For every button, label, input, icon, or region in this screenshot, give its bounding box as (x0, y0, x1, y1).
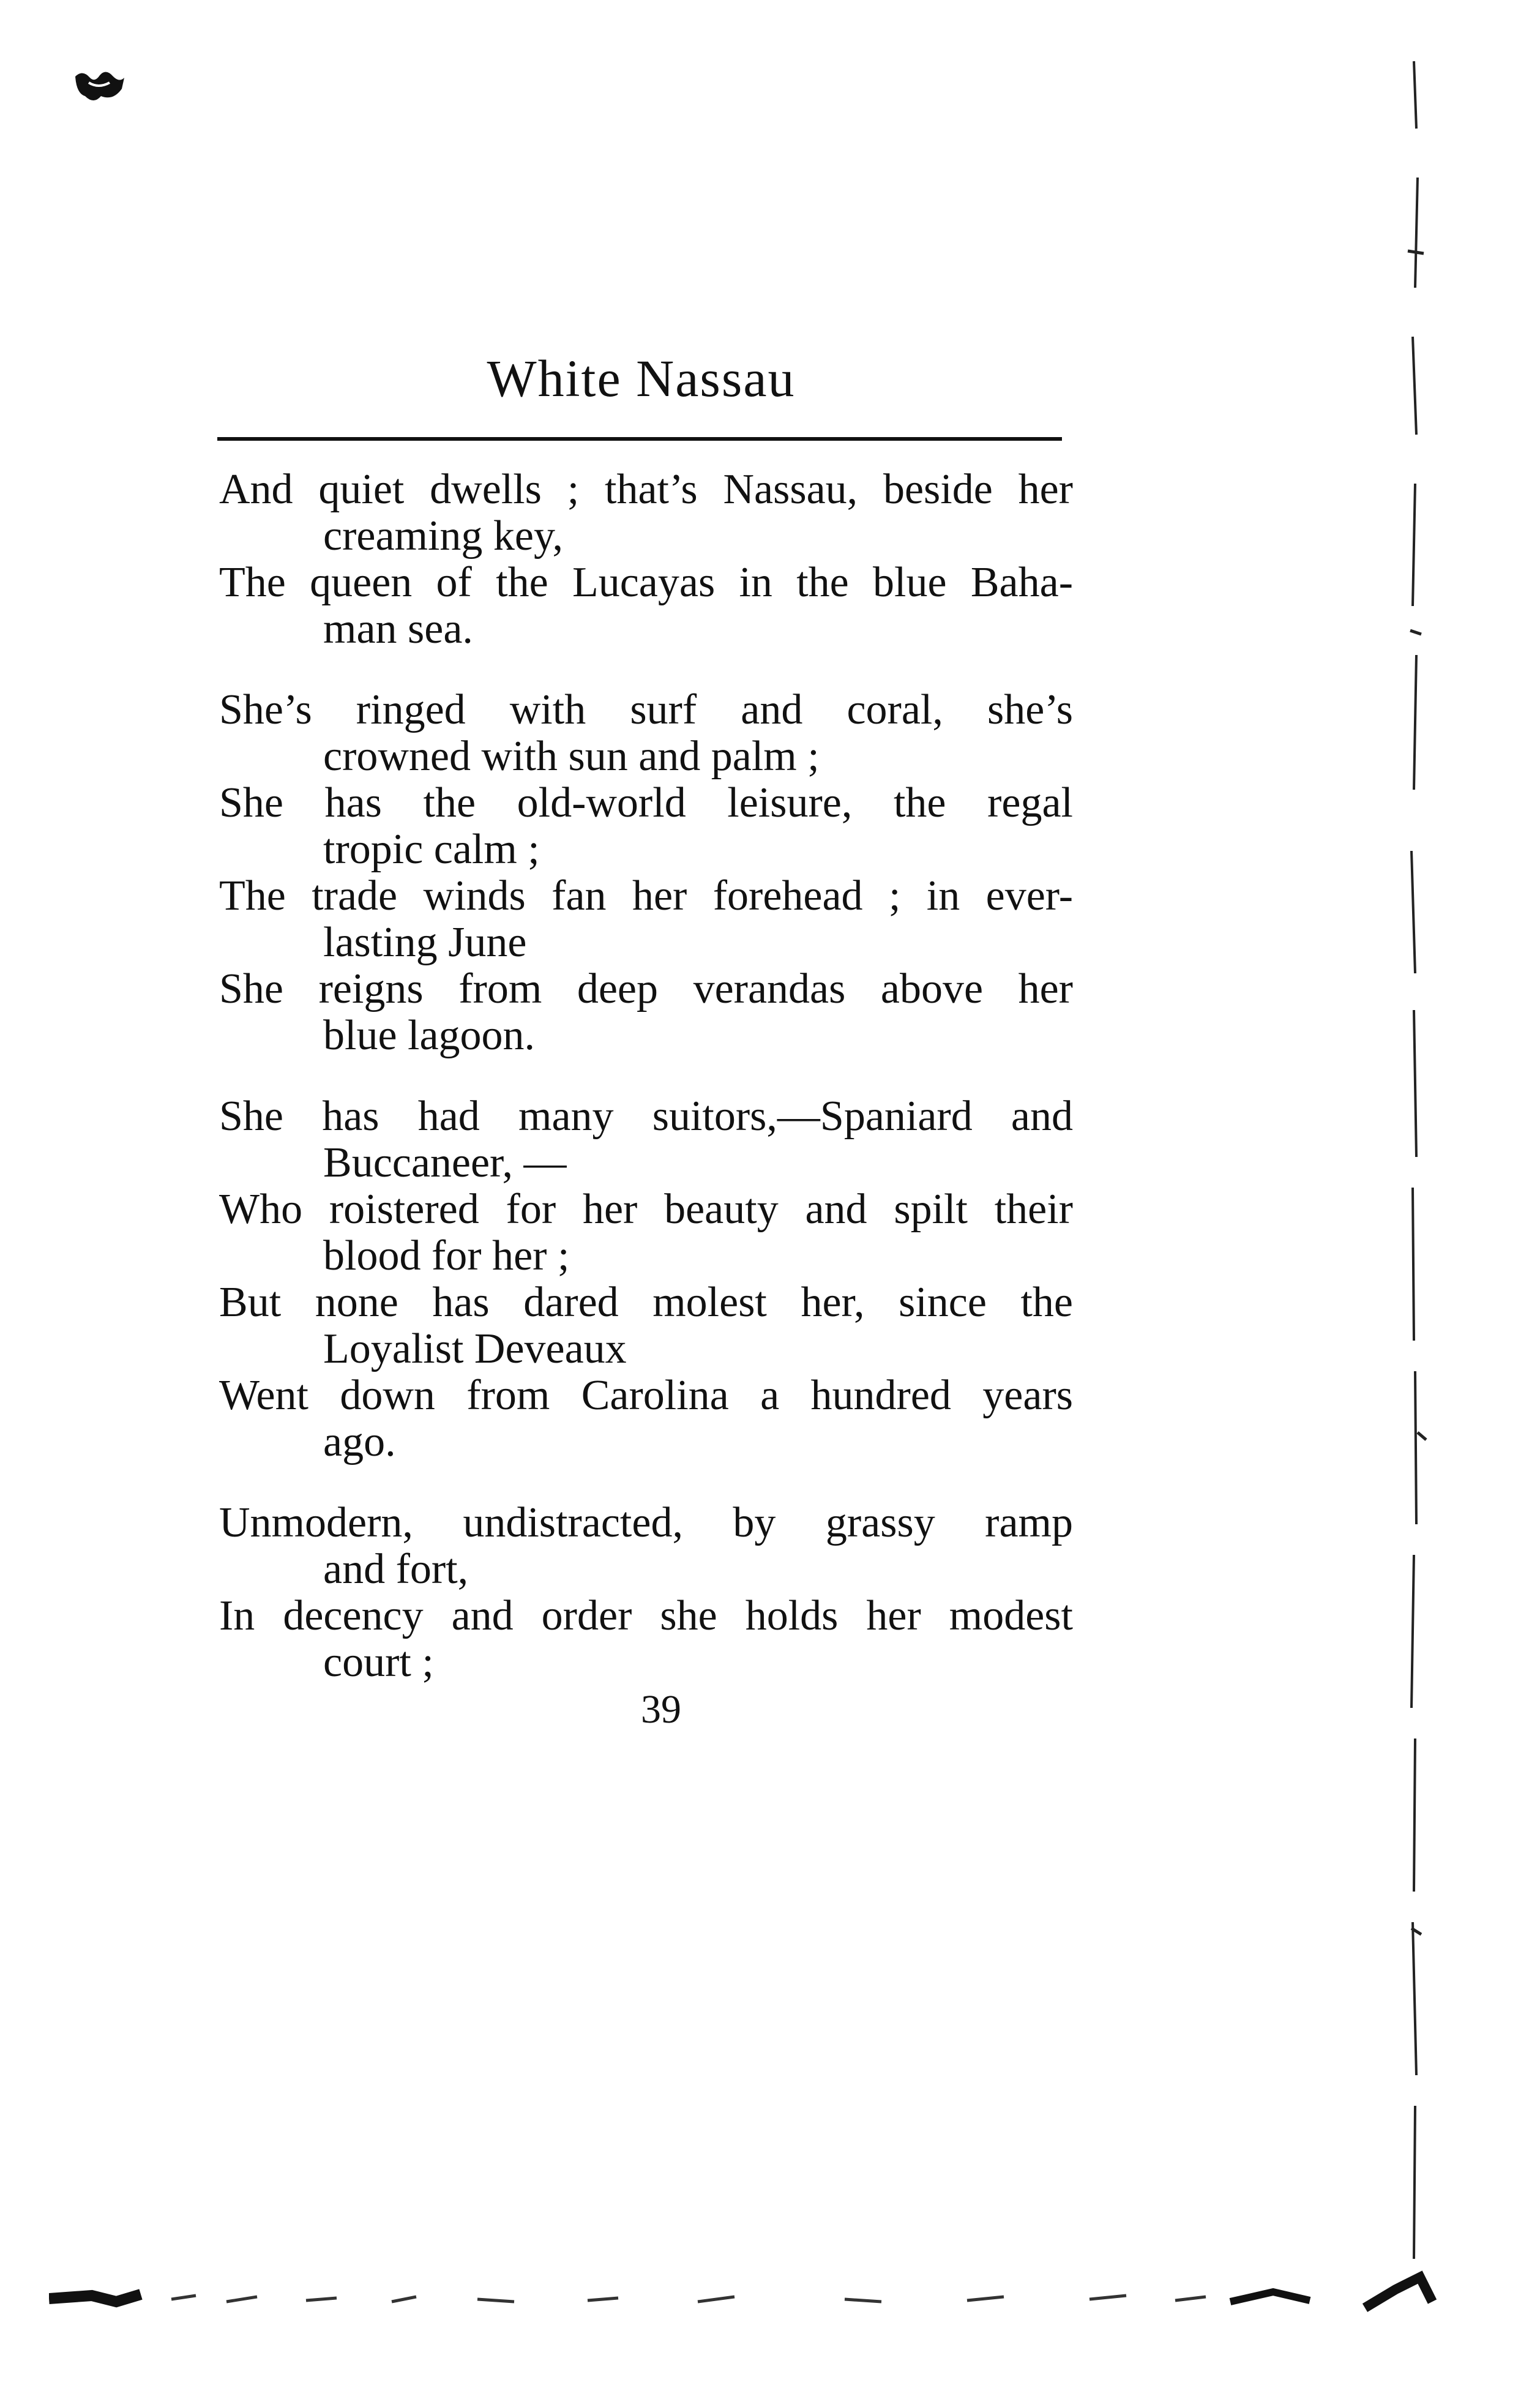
verse-line-continuation: blood for her ; (323, 1232, 570, 1279)
verse-line: The trade winds fan her forehead ; in ever- (219, 872, 1073, 919)
verse-line: And quiet dwells ; that’s Nassau, beside her (219, 466, 1073, 513)
verse-line: The queen of the Lucayas in the blue Baha- (219, 559, 1073, 606)
verse-line-continuation: crowned with sun and palm ; (323, 733, 820, 780)
poem-body (219, 466, 1073, 1686)
verse-line-continuation: tropic calm ; (323, 826, 540, 873)
verse-line-continuation: Loyalist Deveaux (323, 1325, 627, 1372)
verse-line-continuation: court ; (323, 1639, 434, 1686)
stanza (219, 466, 1073, 653)
verse-line: She reigns from deep verandas above her (219, 965, 1073, 1012)
printer-ornament-icon (70, 64, 129, 107)
verse-line-continuation: lasting June (323, 919, 527, 966)
verse-line: But none has dared molest her, since the (219, 1279, 1073, 1326)
stanza (219, 687, 1073, 1059)
stanza (219, 1093, 1073, 1465)
verse-line-continuation: creaming key, (323, 512, 563, 560)
verse-line-continuation: blue lagoon. (323, 1012, 536, 1059)
verse-line: She’s ringed with surf and coral, she’s (219, 686, 1073, 733)
verse-line-continuation: ago. (323, 1418, 396, 1465)
binding-edge-marks (1389, 55, 1463, 2320)
bottom-gutter-specks (49, 2265, 1457, 2332)
verse-line: She has had many suitors,—Spaniard and (219, 1093, 1073, 1140)
header-rule (217, 437, 1062, 441)
running-head: White Nassau (487, 349, 796, 408)
page-number: 39 (641, 1687, 681, 1732)
verse-line: In decency and order she holds her modest (219, 1592, 1073, 1639)
verse-line: Who roistered for her beauty and spilt their (219, 1186, 1073, 1233)
verse-line: Went down from Carolina a hundred years (219, 1372, 1073, 1419)
stanza (219, 1500, 1073, 1686)
verse-line: She has the old-world leisure, the regal (219, 779, 1073, 826)
verse-line-continuation: and fort, (323, 1546, 469, 1593)
verse-line-continuation: Buccaneer, — (323, 1139, 567, 1186)
verse-line-continuation: man sea. (323, 605, 473, 653)
verse-line: Unmodern, undistracted, by grassy ramp (219, 1499, 1073, 1546)
